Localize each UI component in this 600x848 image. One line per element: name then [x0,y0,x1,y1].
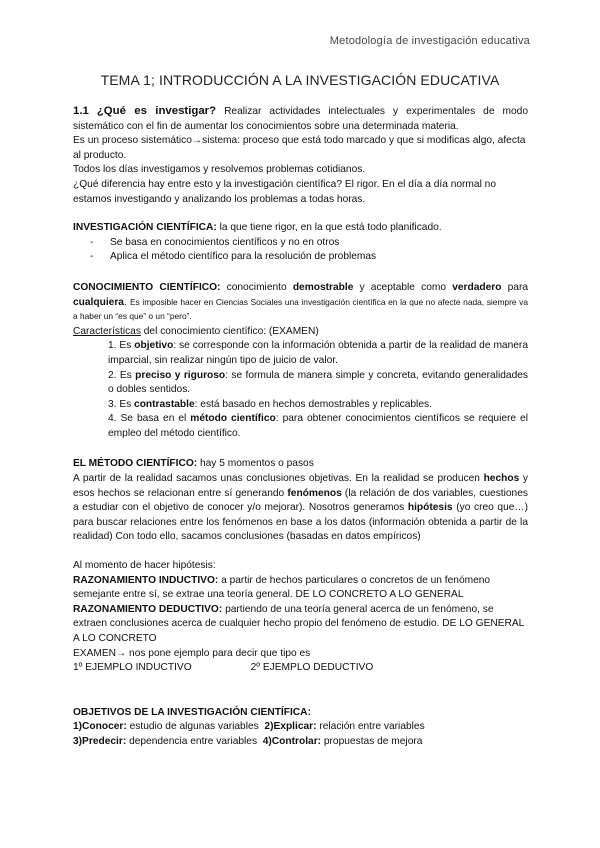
con-definition [73,281,528,325]
met-text: y esos hechos se relacionan entre sí generando [73,473,528,499]
intro-number: 1.1 [73,105,89,117]
hip-intro: Al momento de hacer hipótesis: [73,560,216,572]
inv-text: la que tiene rigor, en la que está todo planificado. [216,222,442,234]
example-1: 1º EJEMPLO INDUCTIVO [73,662,192,674]
inv-list-item: - Se basa en conocimientos científicos y no en otros [73,236,528,251]
list-item [108,398,528,413]
item-prefix: 3. Es [108,398,135,410]
objective-text: relación entre variables [316,721,425,733]
characteristics-underlined: Características [73,325,141,337]
deductive-label: RAZONAMIENTO DEDUCTIVO: [73,603,223,615]
objective-text: propuestas de mejora [321,735,423,747]
exam-note: EXAMEN→ nos pone ejemplo para decir que tipo es [73,647,311,659]
con-text: y aceptable como [353,281,453,293]
objectives-row-1 [73,720,528,735]
list-item [108,369,528,398]
intro-question: ¿Qué es investigar? [96,105,217,117]
objectives-label: OBJETIVOS DE LA INVESTIGACIÓN CIENTÍFICA: [73,706,311,718]
page-title: TEMA 1; INTRODUCCIÓN A LA INVESTIGACIÓN EDUCATIVA [100,72,500,88]
deductive-paragraph [73,603,528,647]
met-bold: hechos [483,473,520,485]
objective-text: estudio de algunas variables [126,721,259,733]
objective-bold: 2)Explicar: [264,721,317,733]
met-paragraph [73,472,528,545]
met-text: (yo creo que…) para buscar relaciones entre los fenómenos en base a los datos (información obtenida a partir de la realidad) Con todo ello, sacamos conclusiones (basadas en datos empíricos) [73,502,528,543]
item-bold: objetivo [134,340,174,352]
intro-paragraph [73,104,528,134]
inv-item-text: Se basa en conocimientos científicos y no en otros [110,236,340,248]
met-heading [73,457,528,472]
example-2: 2º EJEMPLO DEDUCTIVO [250,662,374,674]
inv-list-item: - Aplica el método científico para la resolución de problemas [73,250,528,265]
con-small-note: Es imposible hacer en Ciencias Sociales una investigación científica en la que no afecte nada, siempre va a haber un “es que” o un “pero”. [73,296,528,322]
intro-line-3: Todos los días investigamos y resolvemos problemas cotidianos. [73,164,366,176]
objective-bold: 3)Predecir: [73,735,127,747]
con-text: conocimiento [220,281,293,293]
characteristics-heading [73,325,528,340]
item-prefix: 4. Se basa en el [108,413,191,425]
list-item [108,412,528,441]
running-header: Metodología de investigación educativa [329,35,530,47]
item-bold: contrastable [134,398,195,410]
objective-text: dependencia entre variables [126,735,258,747]
met-text: A partir de la realidad sacamos unas conclusiones objetivas. En la realidad se producen [73,473,484,485]
con-bold: verdadero [452,281,502,293]
met-bold: hipótesis [407,502,453,514]
con-bold: demostrable [292,281,354,293]
met-label: EL MÉTODO CIENTÍFICO: [73,458,198,470]
objectives-row-2 [73,735,528,750]
item-bold: método científico [190,413,276,425]
item-prefix: 1. Es [108,340,135,352]
met-text: hay 5 momentos o pasos [197,458,314,470]
inv-label: INVESTIGACIÓN CIENTÍFICA: [73,222,217,234]
inv-definition [73,221,528,236]
intro-answer: Realizar actividades intelectuales y experimentales de modo sistemático con el fin de aumentar los conocimientos sobre una determinada materia. [73,106,528,132]
document-body [73,104,528,750]
inductive-label: RAZONAMIENTO INDUCTIVO: [73,574,219,586]
item-text: : para obtener conocimientos científicos se requiere el empleo del método científico. [108,413,528,439]
intro-line-4: ¿Qué diferencia hay entre esto y la investigación científica? El rigor. En el día a día normal no estamos investigando y analizando los problemas a todas horas. [73,178,497,205]
item-text: : se corresponde con la información obtenida a partir de la realidad de manera imparcial, sin realizar ningún tipo de juicio de valor. [108,340,528,366]
inductive-text: a partir de hechos particulares o concretos de un fenómeno semejante entre sí, se extrae una teoría general. DE LO CONCRETO A LO GENERAL [73,574,491,601]
examples-row [73,661,528,676]
item-text: : está basado en hechos demostrables y replicables. [194,398,432,410]
item-prefix: 2. Es [108,369,136,381]
item-text: : se formula de manera simple y concreta, evitando generalidades o dobles sentidos. [108,369,528,396]
con-bold: cualquiera [73,296,124,308]
inv-item-text: Aplica el método científico para la resolución de problemas [110,251,377,263]
objective-bold: 1)Conocer: [73,721,127,733]
intro-line-2: Es un proceso sistemático→sistema: proceso que está todo marcado y que si modificas algo, afecta al producto. [73,135,526,161]
con-text: . [123,296,127,308]
con-label: CONOCIMIENTO CIENTÍFICO: [73,281,221,293]
met-bold: fenómenos [287,487,342,499]
item-bold: preciso y riguroso [135,369,226,381]
characteristics-rest: del conocimiento científico: (EXAMEN) [140,325,319,337]
con-text: para [501,281,529,293]
met-text: (la relación de dos variables, cuestiones a estudiar con el objetivo de conocer y/o mejorar). Nosotros generamos [73,487,528,514]
objectives-heading [73,706,528,721]
characteristics-list [73,339,528,441]
deductive-text: partiendo de una teoría general acerca de un fenómeno, se extraen conclusiones acerca de cualquier hecho propio del fenómeno de estudio. DE LO GENERAL A LO CONCRETO [73,603,524,644]
inductive-paragraph [73,574,528,603]
list-item [108,339,528,368]
objective-bold: 4)Controlar: [262,735,322,747]
